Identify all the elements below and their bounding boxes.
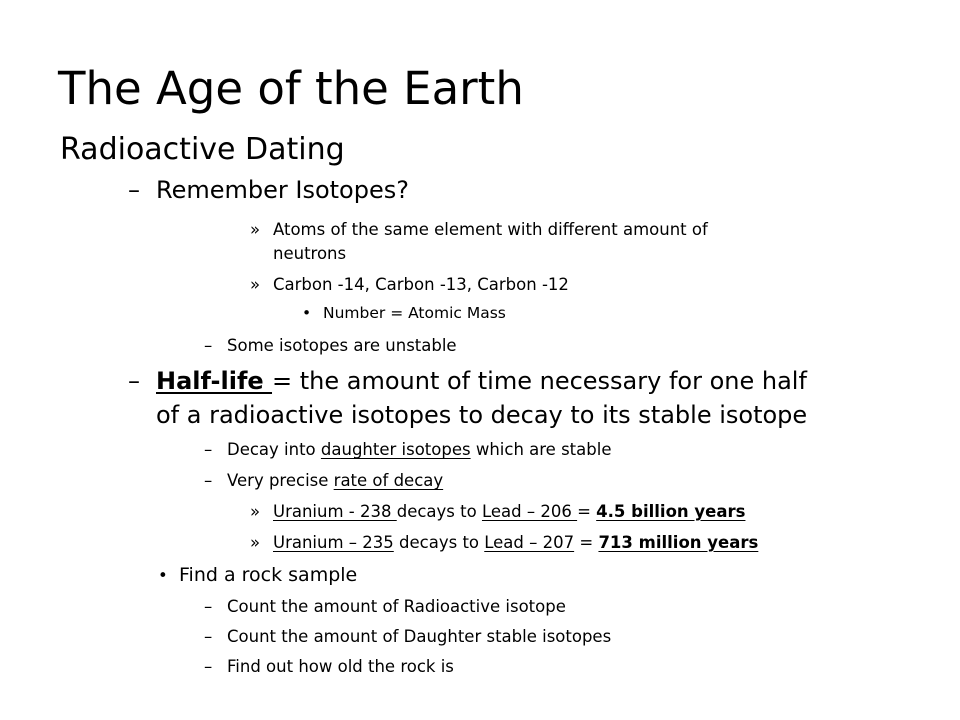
chevron-marker: »: [250, 533, 261, 552]
dash-marker: –: [204, 440, 213, 459]
uranium-238: Uranium - 238: [273, 502, 397, 521]
bullet-marker: •: [302, 304, 312, 322]
slide-title: The Age of the Earth: [58, 62, 524, 115]
u235-half-life-time: 713 million years: [598, 533, 759, 552]
dash-marker: –: [204, 471, 213, 490]
isotopes-heading: Remember Isotopes?: [156, 176, 409, 204]
chevron-marker: »: [250, 502, 261, 521]
lead-206: Lead – 206: [481, 502, 578, 521]
half-life-definition-line2: of a radioactive isotopes to decay to its stable isotope: [156, 401, 808, 429]
uranium-235-line: Uranium – 235 decays to Lead – 207 = 713 million years: [273, 533, 759, 552]
chevron-marker: »: [250, 220, 261, 239]
bullet-marker: •: [158, 566, 168, 585]
half-life-term: Half-life: [156, 367, 273, 395]
dash-marker: –: [204, 336, 213, 355]
dash-marker: –: [204, 627, 213, 646]
daughter-isotopes-term: daughter isotopes: [320, 440, 471, 459]
isotope-definition-line2: neutrons: [273, 244, 347, 263]
uranium-238-line: Uranium - 238 decays to Lead – 206 = 4.5 billion years: [273, 502, 746, 521]
half-life-definition-text: = the amount of time necessary for one half: [272, 367, 807, 395]
dash-marker: –: [128, 367, 140, 395]
rock-step-3: Find out how old the rock is: [227, 657, 454, 676]
rate-line: Very precise rate of decay: [227, 471, 444, 490]
rock-step-1: Count the amount of Radioactive isotope: [227, 597, 566, 616]
u238-half-life-time: 4.5 billion years: [596, 502, 746, 521]
half-life-definition-line1: [156, 367, 807, 395]
rate-of-decay-term: rate of decay: [333, 471, 444, 490]
uranium-235: Uranium – 235: [273, 533, 394, 552]
slide-subtitle: Radioactive Dating: [60, 132, 345, 167]
atomic-mass-note: Number = Atomic Mass: [323, 304, 506, 322]
dash-marker: –: [128, 176, 140, 204]
rock-sample-heading: Find a rock sample: [179, 564, 358, 586]
dash-marker: –: [204, 597, 213, 616]
decay-line: Decay into daughter isotopes which are stable: [227, 440, 612, 459]
dash-marker: –: [204, 657, 213, 676]
rock-step-2: Count the amount of Daughter stable isotopes: [227, 627, 612, 646]
chevron-marker: »: [250, 275, 261, 294]
unstable-isotopes: Some isotopes are unstable: [227, 336, 457, 355]
carbon-examples: Carbon -14, Carbon -13, Carbon -12: [273, 275, 569, 294]
isotope-definition-line1: Atoms of the same element with different amount of: [273, 220, 708, 239]
lead-207: Lead – 207: [484, 533, 575, 552]
